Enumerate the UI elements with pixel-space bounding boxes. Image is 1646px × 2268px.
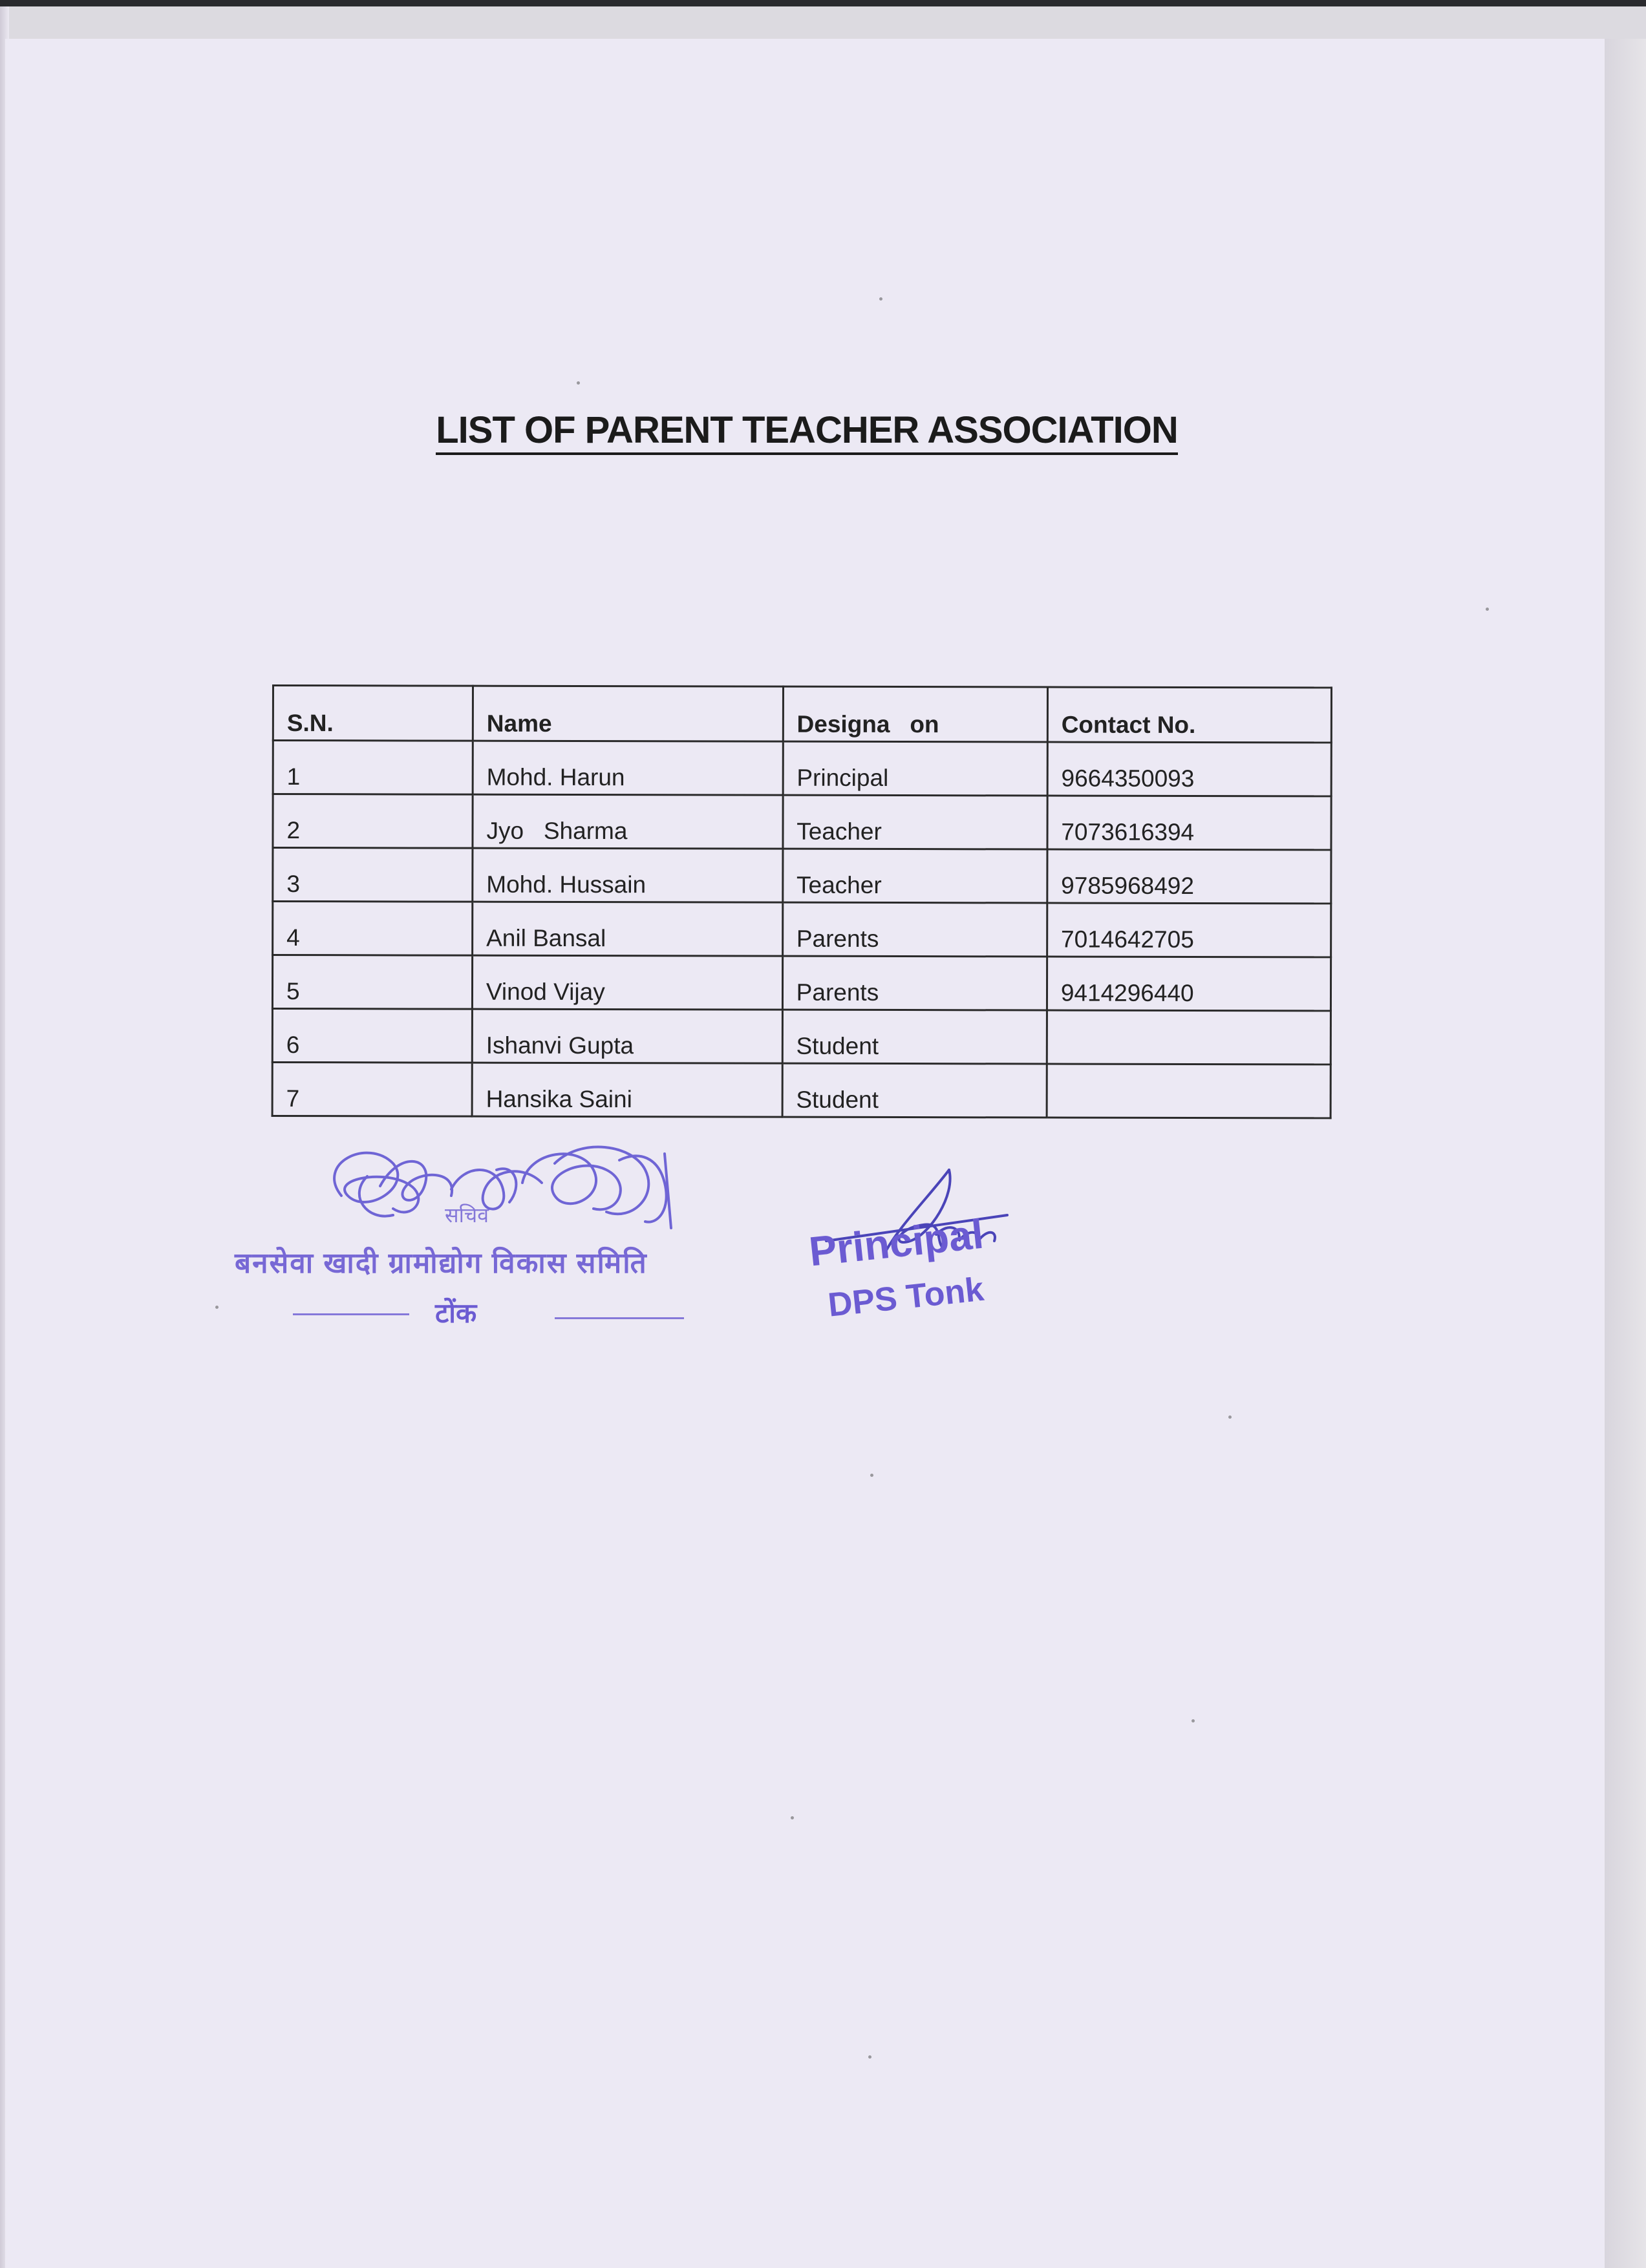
scan-speck — [870, 1474, 873, 1477]
cell-designation: Teacher — [782, 849, 1047, 903]
cell-name: Vinod Vijay — [472, 955, 782, 1010]
cell-designation: Student — [782, 1063, 1047, 1118]
stamp-secretary-label: सचिव — [445, 1203, 489, 1227]
scan-speck — [577, 381, 580, 385]
cell-contact: 9414296440 — [1047, 957, 1331, 1011]
cell-contact: 9785968492 — [1047, 849, 1331, 904]
column-header-contact: Contact No. — [1047, 687, 1331, 743]
column-header-designation: Designa on — [783, 686, 1047, 742]
column-header-sn: S.N. — [273, 686, 473, 741]
secretary-signature-stamp — [219, 1125, 749, 1370]
table-row — [273, 741, 1331, 796]
cell-sn: 4 — [273, 902, 473, 956]
scan-right-edge — [1605, 39, 1646, 2268]
table-row — [273, 848, 1331, 904]
stamp-place: टोंक — [435, 1298, 477, 1328]
paper-sheet — [5, 39, 1609, 2268]
cell-name: Ishanvi Gupta — [472, 1009, 782, 1063]
table-header-row — [273, 686, 1331, 743]
cell-designation: Parents — [782, 902, 1047, 957]
cell-sn: 5 — [272, 955, 472, 1010]
cell-name: Mohd. Hussain — [473, 848, 783, 902]
cell-sn: 7 — [272, 1063, 472, 1117]
secretary-signature — [219, 1125, 749, 1254]
cell-contact — [1047, 1010, 1331, 1065]
scan-speck — [1486, 608, 1489, 611]
cell-name: Hansika Saini — [472, 1063, 782, 1117]
pta-members-table — [272, 684, 1332, 1119]
scan-top-edge — [0, 0, 1646, 6]
cell-sn: 2 — [273, 794, 473, 849]
stamp-principal-title: Principal — [807, 1210, 986, 1275]
cell-contact: 7014642705 — [1047, 903, 1331, 957]
cell-contact — [1047, 1064, 1331, 1118]
table-row — [273, 794, 1331, 850]
cell-designation: Parents — [782, 956, 1047, 1010]
stamp-society-name: बनसेवा खादी ग्रामोद्योग विकास समिति — [235, 1247, 648, 1279]
cell-contact: 9664350093 — [1047, 742, 1331, 796]
cell-sn: 1 — [273, 741, 473, 795]
cell-contact: 7073616394 — [1047, 796, 1331, 850]
cell-sn: 3 — [273, 848, 473, 902]
scan-speck — [868, 2055, 871, 2059]
table-row — [273, 902, 1331, 957]
cell-designation: Student — [782, 1010, 1047, 1064]
scan-speck — [1228, 1415, 1232, 1419]
cell-name: Mohd. Harun — [473, 741, 783, 795]
column-header-name: Name — [473, 686, 783, 741]
cell-name: Jyo Sharma — [473, 794, 783, 849]
page-title — [5, 408, 1609, 452]
scan-speck — [1192, 1719, 1195, 1722]
principal-signature-stamp — [800, 1157, 1046, 1351]
cell-sn: 6 — [272, 1009, 472, 1063]
scan-speck — [879, 297, 882, 301]
cell-designation: Principal — [783, 741, 1047, 796]
table-row — [272, 1009, 1331, 1065]
stamp-rule-right — [555, 1317, 684, 1319]
table-row — [272, 1063, 1331, 1118]
stamp-rule-left — [293, 1313, 409, 1315]
scan-speck — [791, 1816, 794, 1819]
table-row — [272, 955, 1331, 1011]
cell-designation: Teacher — [783, 795, 1047, 849]
page-title-text: LIST OF PARENT TEACHER ASSOCIATION — [436, 409, 1178, 455]
cell-name: Anil Bansal — [473, 902, 783, 956]
stamp-school-name: DPS Tonk — [826, 1270, 986, 1324]
scan-speck — [215, 1306, 219, 1309]
